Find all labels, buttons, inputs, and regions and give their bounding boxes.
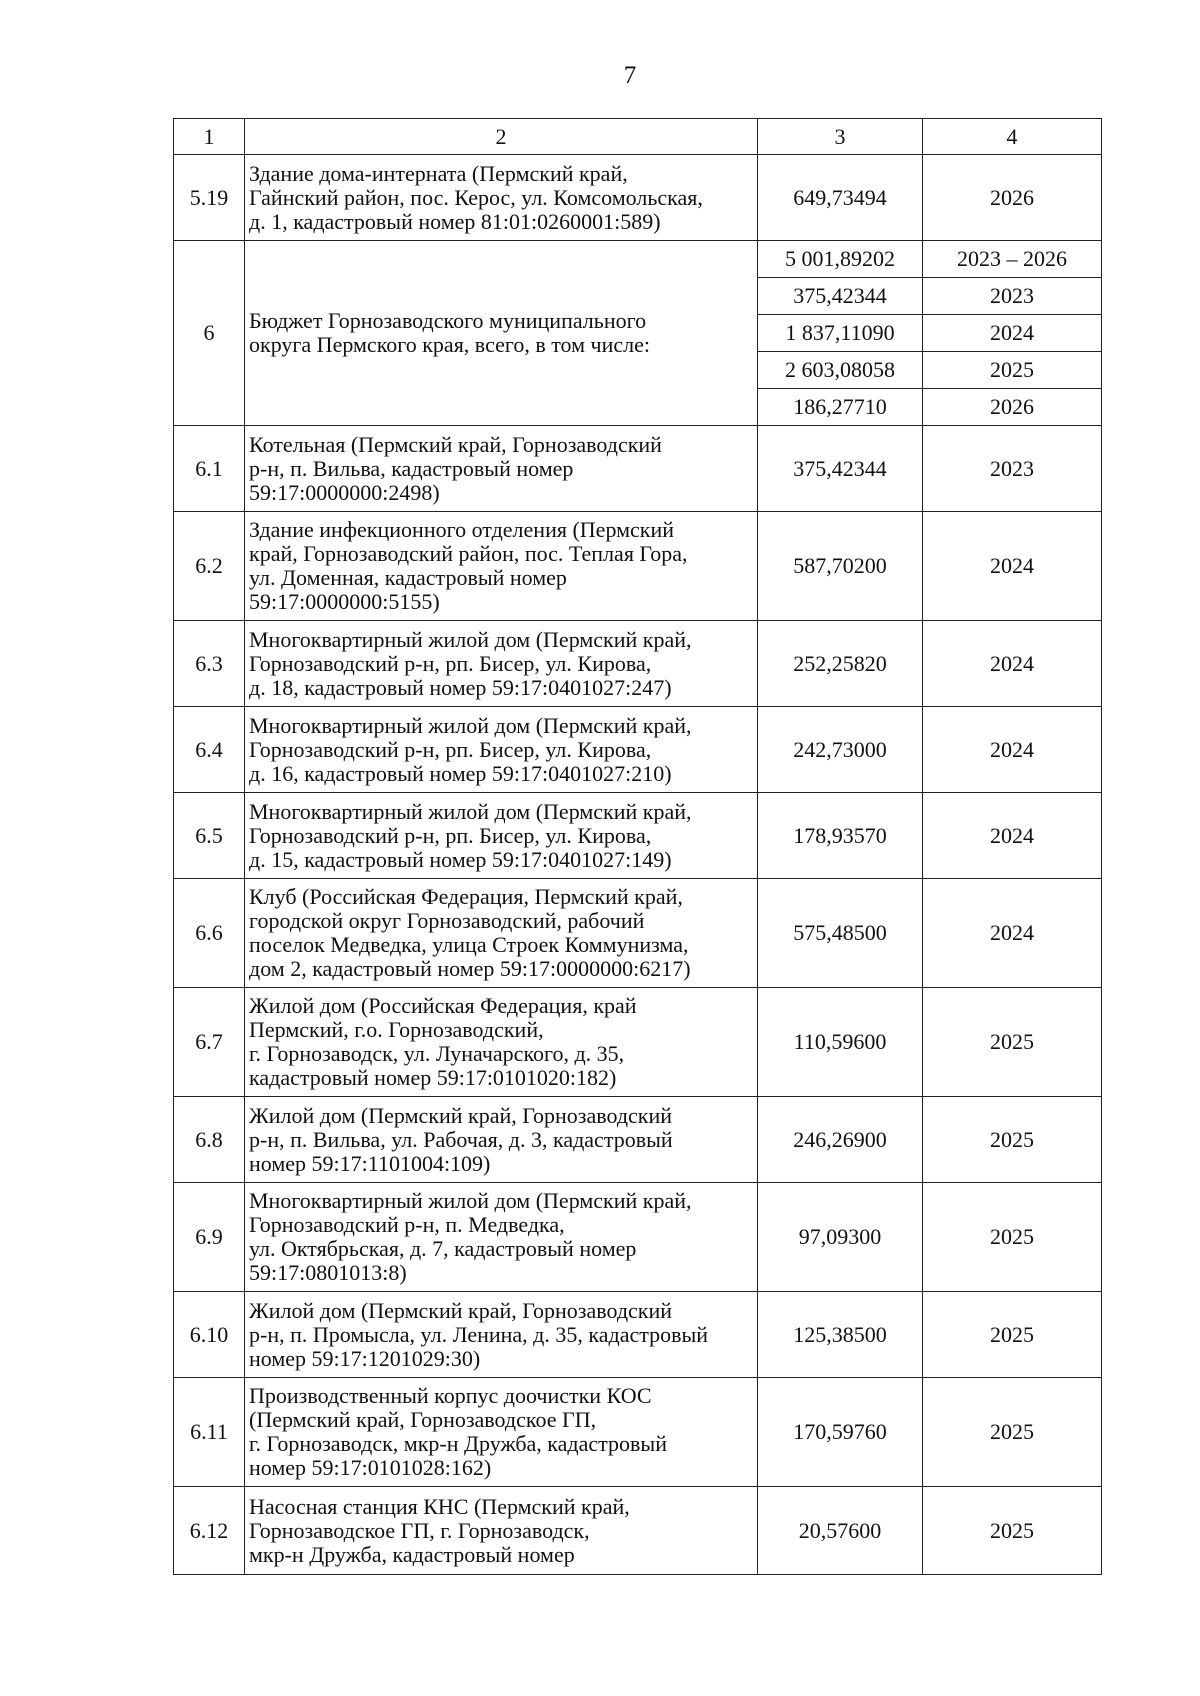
amount-cell: 242,73000: [758, 707, 923, 793]
row-number: 6.11: [174, 1378, 245, 1487]
amount-cell: 252,25820: [758, 621, 923, 707]
description-line: Горнозаводский р-н, рп. Бисер, ул. Кирова,: [249, 736, 652, 762]
description-cell: [245, 426, 758, 512]
header-cell-4: 4: [923, 119, 1102, 155]
amount-cell: 649,73494: [758, 155, 923, 241]
row-number: 6.4: [174, 707, 245, 793]
description-line: ул. Октябрьская, д. 7, кадастровый номер: [249, 1236, 637, 1261]
year-cell: 2024: [923, 512, 1102, 621]
description-line: Многоквартирный жилой дом (Пермский край,: [249, 712, 692, 738]
description-cell: [245, 879, 758, 988]
row-number: 6.7: [174, 988, 245, 1097]
description-cell: [245, 1487, 758, 1575]
description-line: округа Пермского края, всего, в том числе:: [249, 332, 651, 357]
description-line: 59:17:0000000:2498): [249, 479, 440, 505]
amount-cell: 110,59600: [758, 988, 923, 1097]
description-line: Здание инфекционного отделения (Пермский: [249, 517, 675, 542]
year-cell: 2026: [923, 389, 1102, 426]
description-line: Горнозаводское ГП, г. Горнозаводск,: [249, 1517, 590, 1543]
table-row: [174, 707, 1102, 793]
description-line: Горнозаводский р-н, рп. Бисер, ул. Кирова,: [249, 822, 652, 848]
description-line: Клуб (Российская Федерация, Пермский край,: [249, 884, 683, 909]
description-line: Горнозаводский р-н, п. Медведка,: [249, 1212, 565, 1237]
amount-cell: 5 001,89202: [758, 241, 923, 278]
year-cell: 2024: [923, 315, 1102, 352]
description-cell: [245, 1378, 758, 1487]
year-cell: 2025: [923, 1097, 1102, 1183]
description-line: поселок Медведка, улица Строек Коммунизма,: [249, 932, 689, 957]
table-row: [174, 1378, 1102, 1487]
description-line: Многоквартирный жилой дом (Пермский край,: [249, 798, 692, 824]
description-line: (Пермский край, Горнозаводское ГП,: [249, 1407, 597, 1432]
description-line: край, Горнозаводский район, пос. Теплая Гора,: [249, 541, 688, 566]
table-row: [174, 1292, 1102, 1378]
row-number: 6.8: [174, 1097, 245, 1183]
description-line: Жилой дом (Российская Федерация, край: [249, 993, 637, 1018]
row-number: 6.12: [174, 1487, 245, 1575]
table-row: [174, 988, 1102, 1097]
description-line: р-н, п. Промысла, ул. Ленина, д. 35, кадастровый: [249, 1321, 709, 1347]
row-number: 6.1: [174, 426, 245, 512]
year-cell: 2026: [923, 155, 1102, 241]
description-cell: [245, 707, 758, 793]
row-number: 6.5: [174, 793, 245, 879]
year-cell: 2024: [923, 707, 1102, 793]
amount-cell: 375,42344: [758, 426, 923, 512]
row-number: 6.6: [174, 879, 245, 988]
table-row: [174, 426, 1102, 512]
description-line: д. 15, кадастровый номер 59:17:0401027:149): [249, 846, 672, 872]
budget-row: [174, 241, 1102, 278]
header-row: [174, 119, 1102, 155]
table-row: [174, 621, 1102, 707]
description-cell: [245, 1097, 758, 1183]
description-line: дом 2, кадастровый номер 59:17:0000000:6217): [249, 956, 691, 981]
description-line: Горнозаводский р-н, рп. Бисер, ул. Кирова,: [249, 650, 652, 676]
header-cell-2: 2: [245, 119, 758, 155]
description-cell: [245, 988, 758, 1097]
amount-cell: 97,09300: [758, 1183, 923, 1292]
description-cell: [245, 621, 758, 707]
amount-cell: 375,42344: [758, 278, 923, 315]
header-cell-3: 3: [758, 119, 923, 155]
table-row: [174, 879, 1102, 988]
description-cell: [245, 1183, 758, 1292]
amount-cell: 2 603,08058: [758, 352, 923, 389]
description-line: кадастровый номер 59:17:0101020:182): [249, 1065, 617, 1090]
description-line: р-н, п. Вильва, кадастровый номер: [249, 455, 574, 481]
description-cell: [245, 155, 758, 241]
description-line: Производственный корпус доочистки КОС: [249, 1383, 652, 1408]
description-line: номер 59:17:0101028:162): [249, 1455, 492, 1480]
description-line: Пермский, г.о. Горнозаводский,: [249, 1017, 544, 1042]
table-row: [174, 512, 1102, 621]
description-line: р-н, п. Вильва, ул. Рабочая, д. 3, кадастровый: [249, 1126, 673, 1152]
year-cell: 2025: [923, 1378, 1102, 1487]
description-line: Здание дома-интерната (Пермский край,: [249, 160, 628, 186]
description-line: г. Горнозаводск, ул. Луначарского, д. 35,: [249, 1041, 625, 1066]
description-line: Многоквартирный жилой дом (Пермский край,: [249, 1188, 692, 1213]
table-row: [174, 1183, 1102, 1292]
row-number: 5.19: [174, 155, 245, 241]
description-cell: [245, 241, 758, 426]
amount-cell: 178,93570: [758, 793, 923, 879]
row-number: 6.10: [174, 1292, 245, 1378]
year-cell: 2025: [923, 352, 1102, 389]
description-line: д. 1, кадастровый номер 81:01:0260001:589): [249, 208, 661, 234]
amount-cell: 186,27710: [758, 389, 923, 426]
description-line: д. 16, кадастровый номер 59:17:0401027:210): [249, 760, 672, 786]
description-line: номер 59:17:1201029:30): [249, 1345, 481, 1371]
description-line: Жилой дом (Пермский край, Горнозаводский: [249, 1297, 673, 1323]
description-line: 59:17:0801013:8): [249, 1260, 407, 1285]
year-cell: 2025: [923, 1487, 1102, 1575]
description-line: 59:17:0000000:5155): [249, 589, 440, 614]
description-line: Жилой дом (Пермский край, Горнозаводский: [249, 1102, 673, 1128]
page-number: 7: [623, 62, 637, 89]
table-row: [174, 793, 1102, 879]
description-line: ул. Доменная, кадастровый номер: [249, 565, 567, 590]
year-cell: 2024: [923, 621, 1102, 707]
table-body: [174, 119, 1102, 1575]
description-line: городской округ Горнозаводский, рабочий: [249, 908, 645, 933]
description-line: Котельная (Пермский край, Горнозаводский: [249, 431, 662, 457]
year-cell: 2023: [923, 426, 1102, 512]
row-number: 6.2: [174, 512, 245, 621]
description-line: д. 18, кадастровый номер 59:17:0401027:247): [249, 674, 672, 700]
description-line: Гайнский район, пос. Керос, ул. Комсомольская,: [249, 184, 703, 210]
description-line: Многоквартирный жилой дом (Пермский край,: [249, 626, 692, 652]
description-cell: [245, 1292, 758, 1378]
description-cell: [245, 512, 758, 621]
header-cell-1: 1: [174, 119, 245, 155]
year-cell: 2024: [923, 879, 1102, 988]
description-cell: [245, 793, 758, 879]
amount-cell: 246,26900: [758, 1097, 923, 1183]
amount-cell: 575,48500: [758, 879, 923, 988]
description-line: номер 59:17:1101004:109): [249, 1150, 491, 1176]
description-line: г. Горнозаводск, мкр-н Дружба, кадастровый: [249, 1431, 667, 1456]
objects-table: [173, 118, 1102, 1575]
row-number: 6: [174, 241, 245, 426]
row-number: 6.9: [174, 1183, 245, 1292]
amount-cell: 170,59760: [758, 1378, 923, 1487]
description-line: Бюджет Горнозаводского муниципального: [249, 308, 647, 333]
table-row: [174, 1097, 1102, 1183]
table-row: [174, 1487, 1102, 1575]
table-row: [174, 155, 1102, 241]
row-number: 6.3: [174, 621, 245, 707]
year-cell: 2023 – 2026: [923, 241, 1102, 278]
description-line: мкр-н Дружба, кадастровый номер: [249, 1541, 575, 1567]
amount-cell: 587,70200: [758, 512, 923, 621]
description-line: Насосная станция КНС (Пермский край,: [249, 1493, 630, 1519]
amount-cell: 20,57600: [758, 1487, 923, 1575]
year-cell: 2024: [923, 793, 1102, 879]
year-cell: 2025: [923, 988, 1102, 1097]
year-cell: 2025: [923, 1292, 1102, 1378]
amount-cell: 1 837,11090: [758, 315, 923, 352]
year-cell: 2023: [923, 278, 1102, 315]
amount-cell: 125,38500: [758, 1292, 923, 1378]
year-cell: 2025: [923, 1183, 1102, 1292]
